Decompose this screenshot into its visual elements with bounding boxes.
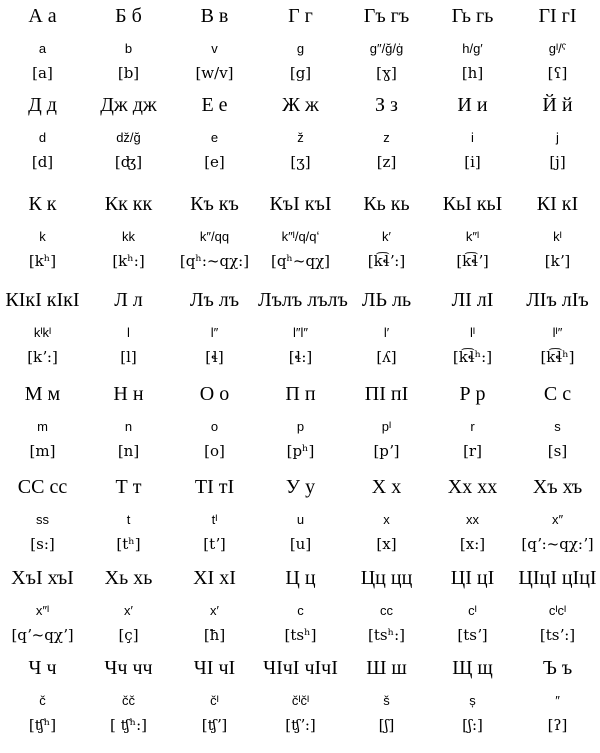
letter-cell — [430, 194, 515, 289]
ipa-pronunciation: [ʧʰ] — [28, 716, 57, 734]
cyrillic-letter: ПӀ пӀ — [364, 383, 409, 405]
ipa-pronunciation: [ʒ] — [290, 153, 311, 171]
latin-transliteration: k′ — [382, 229, 391, 244]
cyrillic-letter: Хь хь — [104, 567, 153, 589]
letter-cell — [258, 568, 343, 663]
cyrillic-letter: ТӀ тӀ — [194, 476, 235, 498]
ipa-pronunciation: [pʰ] — [286, 442, 315, 460]
ipa-pronunciation: [w/v] — [195, 64, 234, 82]
letter-cell — [430, 658, 515, 753]
letter-cell — [515, 6, 600, 101]
latin-transliteration: ″ — [555, 693, 560, 708]
latin-transliteration: š — [383, 693, 390, 708]
ipa-pronunciation: [tsʼ:] — [539, 626, 576, 644]
cyrillic-letter: СС сс — [17, 476, 68, 498]
cyrillic-letter: Ч ч — [28, 657, 57, 679]
cyrillic-letter: ЧӀчӀ чӀчӀ — [263, 657, 338, 679]
ipa-pronunciation: [l] — [120, 348, 137, 366]
letter-cell — [344, 194, 429, 289]
latin-transliteration: v — [211, 41, 218, 56]
cyrillic-letter: ЦӀцӀ цӀцӀ — [518, 567, 597, 589]
letter-row-2 — [0, 95, 600, 190]
letter-cell — [430, 568, 515, 663]
letter-cell — [0, 95, 85, 190]
cyrillic-letter: Гь гь — [451, 5, 494, 27]
cyrillic-letter: Р р — [459, 383, 486, 405]
latin-transliteration: u — [296, 512, 305, 527]
cyrillic-letter: Д д — [28, 94, 57, 116]
cyrillic-letter: ХъӀ хъӀ — [11, 567, 74, 589]
cyrillic-letter: ЦӀ цӀ — [450, 567, 495, 589]
ipa-pronunciation: [a] — [32, 64, 53, 82]
letter-cell — [258, 477, 343, 572]
latin-transliteration: dž/ğ — [116, 130, 141, 145]
latin-transliteration: kk — [122, 229, 135, 244]
letter-cell — [0, 384, 85, 479]
cyrillic-letter: Дж дж — [100, 94, 157, 116]
letter-cell — [172, 384, 257, 479]
cyrillic-letter: Кь кь — [363, 193, 410, 215]
latin-transliteration: gᴵ/ˤ — [548, 41, 567, 56]
latin-transliteration: h/g′ — [462, 41, 483, 56]
ipa-pronunciation: [tʰ] — [116, 535, 141, 553]
latin-transliteration: xx — [466, 512, 479, 527]
letter-cell — [86, 6, 171, 101]
letter-cell — [172, 568, 257, 663]
latin-transliteration: l — [127, 325, 130, 340]
cyrillic-letter: КъӀ къӀ — [269, 193, 332, 215]
ipa-pronunciation: [r] — [463, 442, 482, 460]
latin-transliteration: s — [554, 419, 561, 434]
latin-transliteration: lᴵ″ — [552, 325, 563, 340]
letter-cell — [86, 477, 171, 572]
latin-transliteration: x — [383, 512, 390, 527]
ipa-pronunciation: [ɬ] — [205, 348, 224, 366]
letter-cell — [430, 95, 515, 190]
cyrillic-letter: Хх хх — [447, 476, 498, 498]
cyrillic-letter: Ъ ъ — [542, 657, 573, 679]
cyrillic-letter: ЛӀ лӀ — [451, 289, 494, 311]
ipa-pronunciation: [e] — [204, 153, 225, 171]
latin-transliteration: b — [124, 41, 133, 56]
ipa-pronunciation: [ʔ] — [547, 716, 568, 734]
ipa-pronunciation: [ʃ] — [378, 716, 395, 734]
cyrillic-letter: Л л — [114, 289, 143, 311]
cyrillic-letter: Хъ хъ — [532, 476, 583, 498]
latin-transliteration: lᴵ — [469, 325, 476, 340]
ipa-pronunciation: [u] — [289, 535, 312, 553]
letter-cell — [430, 290, 515, 385]
letter-row-3 — [0, 194, 600, 289]
cyrillic-letter: Кк кк — [104, 193, 153, 215]
latin-transliteration: m — [37, 419, 48, 434]
cyrillic-letter: Щ щ — [452, 657, 493, 679]
latin-transliteration: i — [471, 130, 474, 145]
latin-transliteration: pᴵ — [381, 419, 392, 434]
cyrillic-letter: Б б — [115, 5, 142, 27]
ipa-pronunciation: [g] — [289, 64, 312, 82]
cyrillic-letter: Й й — [542, 94, 573, 116]
latin-transliteration: g — [296, 41, 305, 56]
letter-cell — [258, 289, 348, 385]
letter-cell — [172, 95, 257, 190]
letter-cell — [344, 384, 429, 479]
cyrillic-letter: Т т — [115, 476, 142, 498]
latin-transliteration: x′ — [124, 603, 133, 618]
letter-cell — [172, 477, 257, 572]
letter-cell — [86, 95, 171, 190]
latin-transliteration: kᴵkᴵ — [33, 325, 52, 340]
letter-cell — [86, 290, 171, 385]
letter-cell — [86, 568, 171, 663]
latin-transliteration: k″ᴵ — [465, 229, 480, 244]
cyrillic-letter: Лълъ лълъ — [258, 289, 348, 311]
ipa-pronunciation: [ʧʼ] — [201, 716, 228, 734]
cyrillic-letter: Е е — [201, 94, 228, 116]
letter-cell — [86, 194, 171, 289]
cyrillic-letter: П п — [285, 383, 316, 405]
letter-cell — [515, 568, 600, 663]
latin-transliteration: ș — [469, 693, 476, 708]
ipa-pronunciation: [tʼ] — [203, 535, 226, 553]
cyrillic-letter: Чч чч — [104, 657, 153, 679]
ipa-pronunciation: [s:] — [30, 535, 55, 553]
ipa-pronunciation: [k͡ɬʼ] — [456, 252, 489, 270]
ipa-pronunciation: [n] — [117, 442, 140, 460]
latin-transliteration: x″ᴵ — [35, 603, 50, 618]
letter-cell — [515, 658, 600, 753]
letter-cell — [258, 658, 343, 753]
ipa-pronunciation: [ħ] — [203, 626, 226, 644]
letter-row-7 — [0, 568, 600, 663]
ipa-pronunciation: [ʎ] — [376, 348, 397, 366]
latin-transliteration: l′ — [383, 325, 390, 340]
ipa-pronunciation: [kʼ] — [544, 252, 571, 270]
cyrillic-letter: ХӀ хӀ — [193, 567, 236, 589]
ipa-pronunciation: [m] — [29, 442, 56, 460]
latin-transliteration: kᴵ — [553, 229, 562, 244]
cyrillic-letter: КьӀ кьӀ — [442, 193, 503, 215]
latin-transliteration: l″l″ — [293, 325, 308, 340]
cyrillic-letter: И и — [457, 94, 488, 116]
ipa-pronunciation: [ʃ:] — [462, 716, 483, 734]
ipa-pronunciation: [ɬ:] — [288, 348, 313, 366]
cyrillic-letter: В в — [200, 5, 229, 27]
letter-row-4 — [0, 290, 600, 385]
letter-cell — [172, 658, 257, 753]
letter-row-1 — [0, 6, 600, 101]
cyrillic-letter: Н н — [113, 383, 144, 405]
ipa-pronunciation: [k͡ɬʰ:] — [452, 348, 493, 366]
ipa-pronunciation: [ʕ] — [547, 64, 568, 82]
latin-transliteration: cᴵ — [468, 603, 477, 618]
ipa-pronunciation: [ɣ] — [376, 64, 397, 82]
cyrillic-letter: Г г — [288, 5, 313, 27]
ipa-pronunciation: [o] — [204, 442, 225, 460]
latin-transliteration: j — [556, 130, 559, 145]
letter-cell — [515, 290, 600, 385]
ipa-pronunciation: [s] — [547, 442, 568, 460]
letter-cell — [172, 194, 257, 289]
letter-cell — [515, 477, 600, 572]
latin-transliteration: o — [210, 419, 219, 434]
latin-transliteration: ž — [297, 130, 304, 145]
ipa-pronunciation: [ç] — [118, 626, 139, 644]
cyrillic-letter: КӀкӀ кӀкӀ — [5, 289, 80, 311]
letter-row-8 — [0, 658, 600, 753]
letter-cell — [515, 95, 600, 190]
latin-transliteration: k — [39, 229, 46, 244]
letter-cell — [172, 6, 257, 101]
ipa-pronunciation: [b] — [117, 64, 140, 82]
ipa-pronunciation: [j] — [549, 153, 566, 171]
latin-transliteration: d — [38, 130, 47, 145]
letter-cell — [0, 290, 85, 385]
latin-transliteration: č — [39, 693, 46, 708]
ipa-pronunciation: [qʰ:~qχ:] — [179, 252, 250, 270]
latin-transliteration: čᴵ — [210, 693, 219, 708]
cyrillic-letter: Ж ж — [282, 94, 319, 116]
latin-transliteration: x″ — [551, 512, 564, 527]
ipa-pronunciation: [pʼ] — [373, 442, 400, 460]
ipa-pronunciation: [ ʧʰ:] — [110, 716, 147, 734]
ipa-pronunciation: [kʼ:] — [27, 348, 58, 366]
latin-transliteration: a — [38, 41, 47, 56]
cyrillic-letter: Гъ гъ — [363, 5, 410, 27]
letter-cell — [0, 568, 85, 663]
letter-cell — [344, 6, 429, 101]
cyrillic-letter: Цц цц — [360, 567, 413, 589]
latin-transliteration: cc — [380, 603, 393, 618]
letter-cell — [430, 384, 515, 479]
letter-cell — [430, 6, 515, 101]
ipa-pronunciation: [kʰ:] — [112, 252, 145, 270]
cyrillic-letter: Къ къ — [190, 193, 239, 215]
cyrillic-letter: З з — [375, 94, 398, 116]
ipa-pronunciation: [tsʰ:] — [368, 626, 405, 644]
cyrillic-letter: С с — [543, 383, 572, 405]
letter-cell — [258, 194, 343, 289]
ipa-pronunciation: [qʼ:~qχ:ʼ] — [521, 535, 594, 553]
latin-transliteration: n — [124, 419, 133, 434]
ipa-pronunciation: [kʰ] — [28, 252, 57, 270]
letter-cell — [258, 95, 343, 190]
latin-transliteration: e — [210, 130, 219, 145]
ipa-pronunciation: [i] — [464, 153, 481, 171]
latin-transliteration: l″ — [210, 325, 219, 340]
ipa-pronunciation: [z] — [376, 153, 397, 171]
latin-transliteration: čč — [122, 693, 135, 708]
letter-cell — [0, 6, 85, 101]
cyrillic-letter: О о — [199, 383, 230, 405]
ipa-pronunciation: [x:] — [459, 535, 486, 553]
letter-cell — [0, 194, 85, 289]
ipa-pronunciation: [tsʼ] — [457, 626, 488, 644]
ipa-pronunciation: [qʼ~qχʼ] — [11, 626, 74, 644]
letter-cell — [344, 477, 429, 572]
cyrillic-letter: У у — [285, 476, 316, 498]
latin-transliteration: čᴵčᴵ — [291, 693, 310, 708]
letter-cell — [344, 95, 429, 190]
cyrillic-letter: ЛЬ ль — [361, 289, 412, 311]
cyrillic-letter: КӀ кӀ — [536, 193, 579, 215]
letter-cell — [86, 658, 171, 753]
ipa-pronunciation: [qʰ~qχ] — [270, 252, 331, 270]
latin-transliteration: k″ᴵ/q/qʻ — [281, 229, 320, 244]
ipa-pronunciation: [k͡ɬʰ] — [540, 348, 575, 366]
letter-cell — [344, 290, 429, 385]
latin-transliteration: c — [297, 603, 304, 618]
letter-cell — [86, 384, 171, 479]
letter-cell — [172, 290, 257, 385]
letter-row-6 — [0, 477, 600, 572]
latin-transliteration: p — [296, 419, 305, 434]
latin-transliteration: k″/qq — [199, 229, 230, 244]
letter-cell — [344, 568, 429, 663]
cyrillic-letter: Ц ц — [285, 567, 316, 589]
latin-transliteration: r — [470, 419, 475, 434]
latin-transliteration: cᴵcᴵ — [548, 603, 567, 618]
cyrillic-letter: Х х — [371, 476, 402, 498]
ipa-pronunciation: [h] — [461, 64, 484, 82]
latin-transliteration: tᴵ — [211, 512, 218, 527]
latin-transliteration: ss — [36, 512, 49, 527]
letter-cell — [258, 6, 343, 101]
ipa-pronunciation: [x] — [376, 535, 397, 553]
letter-cell — [430, 477, 515, 572]
latin-transliteration: t — [126, 512, 131, 527]
letter-cell — [0, 658, 85, 753]
cyrillic-letter: ЛӀъ лӀъ — [526, 289, 589, 311]
letter-cell — [258, 384, 343, 479]
latin-transliteration: z — [383, 130, 390, 145]
letter-cell — [0, 477, 85, 572]
ipa-pronunciation: [tsʰ] — [284, 626, 317, 644]
ipa-pronunciation: [d] — [31, 153, 54, 171]
letter-cell — [344, 658, 429, 753]
cyrillic-letter: А а — [28, 5, 57, 27]
cyrillic-letter: Ш ш — [366, 657, 407, 679]
letter-cell — [515, 384, 600, 479]
latin-transliteration: x′ — [210, 603, 219, 618]
ipa-pronunciation: [ʤ] — [114, 153, 143, 171]
cyrillic-letter: К к — [28, 193, 57, 215]
cyrillic-letter: Лъ лъ — [189, 289, 240, 311]
ipa-pronunciation: [k͡ɬʼ:] — [367, 252, 406, 270]
cyrillic-letter: ЧӀ чӀ — [193, 657, 236, 679]
letter-row-5 — [0, 384, 600, 479]
letter-cell — [515, 194, 600, 289]
cyrillic-letter: М м — [24, 383, 61, 405]
ipa-pronunciation: [ʧʼ:] — [285, 716, 316, 734]
cyrillic-letter: ГӀ гӀ — [538, 5, 577, 27]
latin-transliteration: g″/ğ/ġ — [369, 41, 404, 56]
